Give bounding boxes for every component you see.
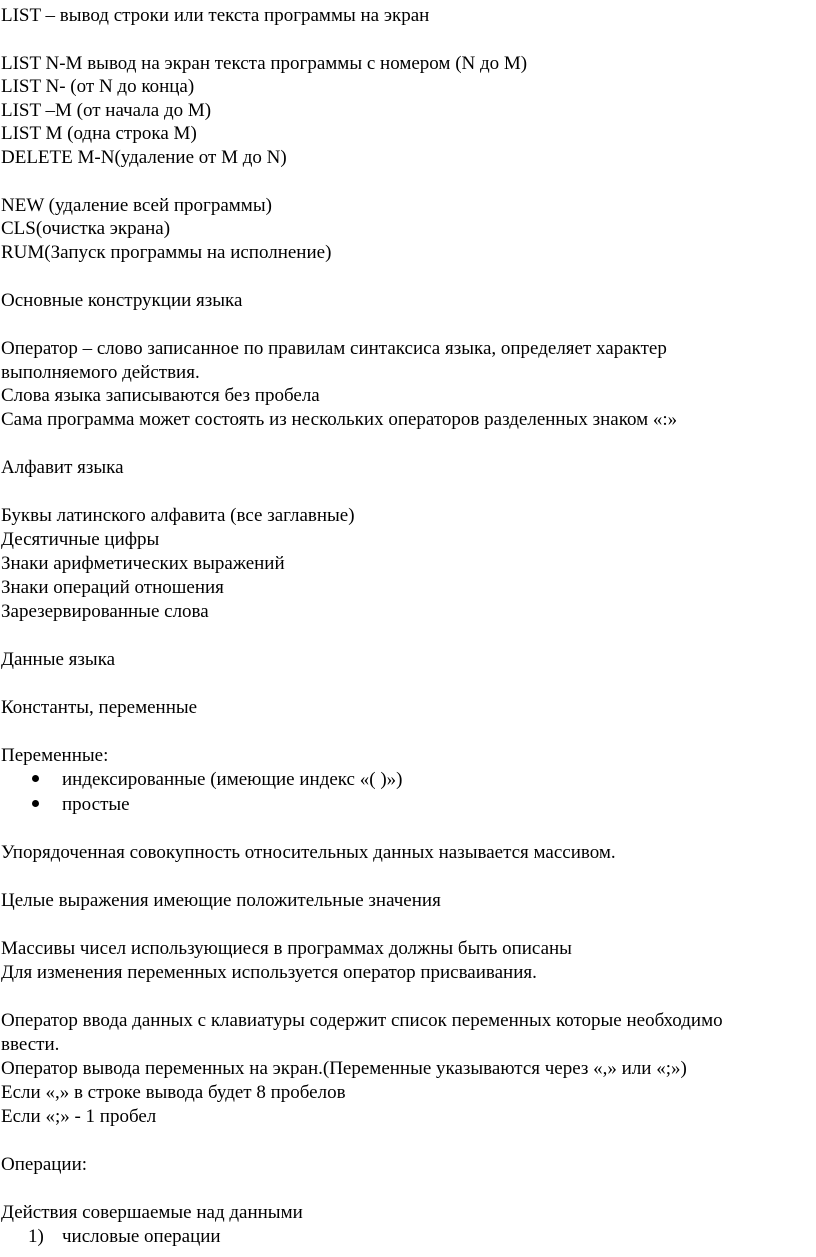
- text-line: выполняемого действия.: [1, 362, 200, 383]
- text-line: Слова языка записываются без пробела: [1, 385, 320, 406]
- text-line: Действия совершаемые над данными: [1, 1202, 303, 1223]
- text-line: Оператор ввода данных с клавиатуры содержит список переменных которые необходимо: [1, 1010, 723, 1031]
- section-heading: Основные конструкции языка: [1, 290, 243, 311]
- text-line: Если «,» в строке вывода будет 8 пробелов: [1, 1082, 346, 1103]
- section-heading: Операции:: [1, 1154, 88, 1175]
- text-line: Знаки операций отношения: [1, 577, 224, 598]
- text-line: NEW (удаление всей программы): [1, 195, 272, 216]
- text-line: LIST – вывод строки или текста программы на экран: [1, 5, 430, 26]
- text-line: LIST –M (от начала до M): [1, 100, 212, 121]
- section-heading: Алфавит языка: [1, 457, 124, 478]
- bullet-icon: [28, 768, 62, 792]
- text-line: LIST N- (от N до конца): [1, 76, 195, 97]
- text-line: Оператор вывода переменных на экран.(Переменные указываются через «,» или «;»): [1, 1058, 687, 1079]
- text-line: CLS(очистка экрана): [1, 218, 171, 239]
- text-line: RUM(Запуск программы на исполнение): [1, 242, 332, 263]
- text-line: Целые выражения имеющие положительные значения: [1, 890, 441, 911]
- text-line: Оператор – слово записанное по правилам синтаксиса языка, определяет характер: [1, 338, 667, 359]
- text-line: Массивы чисел использующиеся в программах должны быть описаны: [1, 938, 572, 959]
- text-line: Переменные:: [1, 745, 109, 766]
- text-line: Для изменения переменных используется оператор присваивания.: [1, 962, 537, 983]
- text-line: Если «;» - 1 пробел: [1, 1106, 157, 1127]
- text-line: Буквы латинского алфавита (все заглавные): [1, 505, 355, 526]
- list-item: индексированные (имеющие индекс «( )»): [28, 768, 402, 792]
- list-item: 1) числовые операции: [28, 1226, 221, 1247]
- list-item: простые: [28, 793, 130, 817]
- text-line: Знаки арифметических выражений: [1, 553, 285, 574]
- text-line: Упорядоченная совокупность относительных данных называется массивом.: [1, 842, 616, 863]
- text-line: Зарезервированные слова: [1, 601, 209, 622]
- bullet-icon: [28, 793, 62, 817]
- text-line: Сама программа может состоять из нескольких операторов разделенных знаком «:»: [1, 409, 678, 430]
- list-number: 1): [28, 1226, 44, 1247]
- text-line: Константы, переменные: [1, 697, 198, 718]
- text-line: LIST N-M вывод на экран текста программы с номером (N до M): [1, 53, 528, 74]
- text-line: ввести.: [1, 1034, 60, 1055]
- section-heading: Данные языка: [1, 649, 116, 670]
- text-line: LIST M (одна строка M): [1, 123, 197, 144]
- text-line: Десятичные цифры: [1, 529, 160, 550]
- text-line: DELETE M-N(удаление от M до N): [1, 147, 287, 168]
